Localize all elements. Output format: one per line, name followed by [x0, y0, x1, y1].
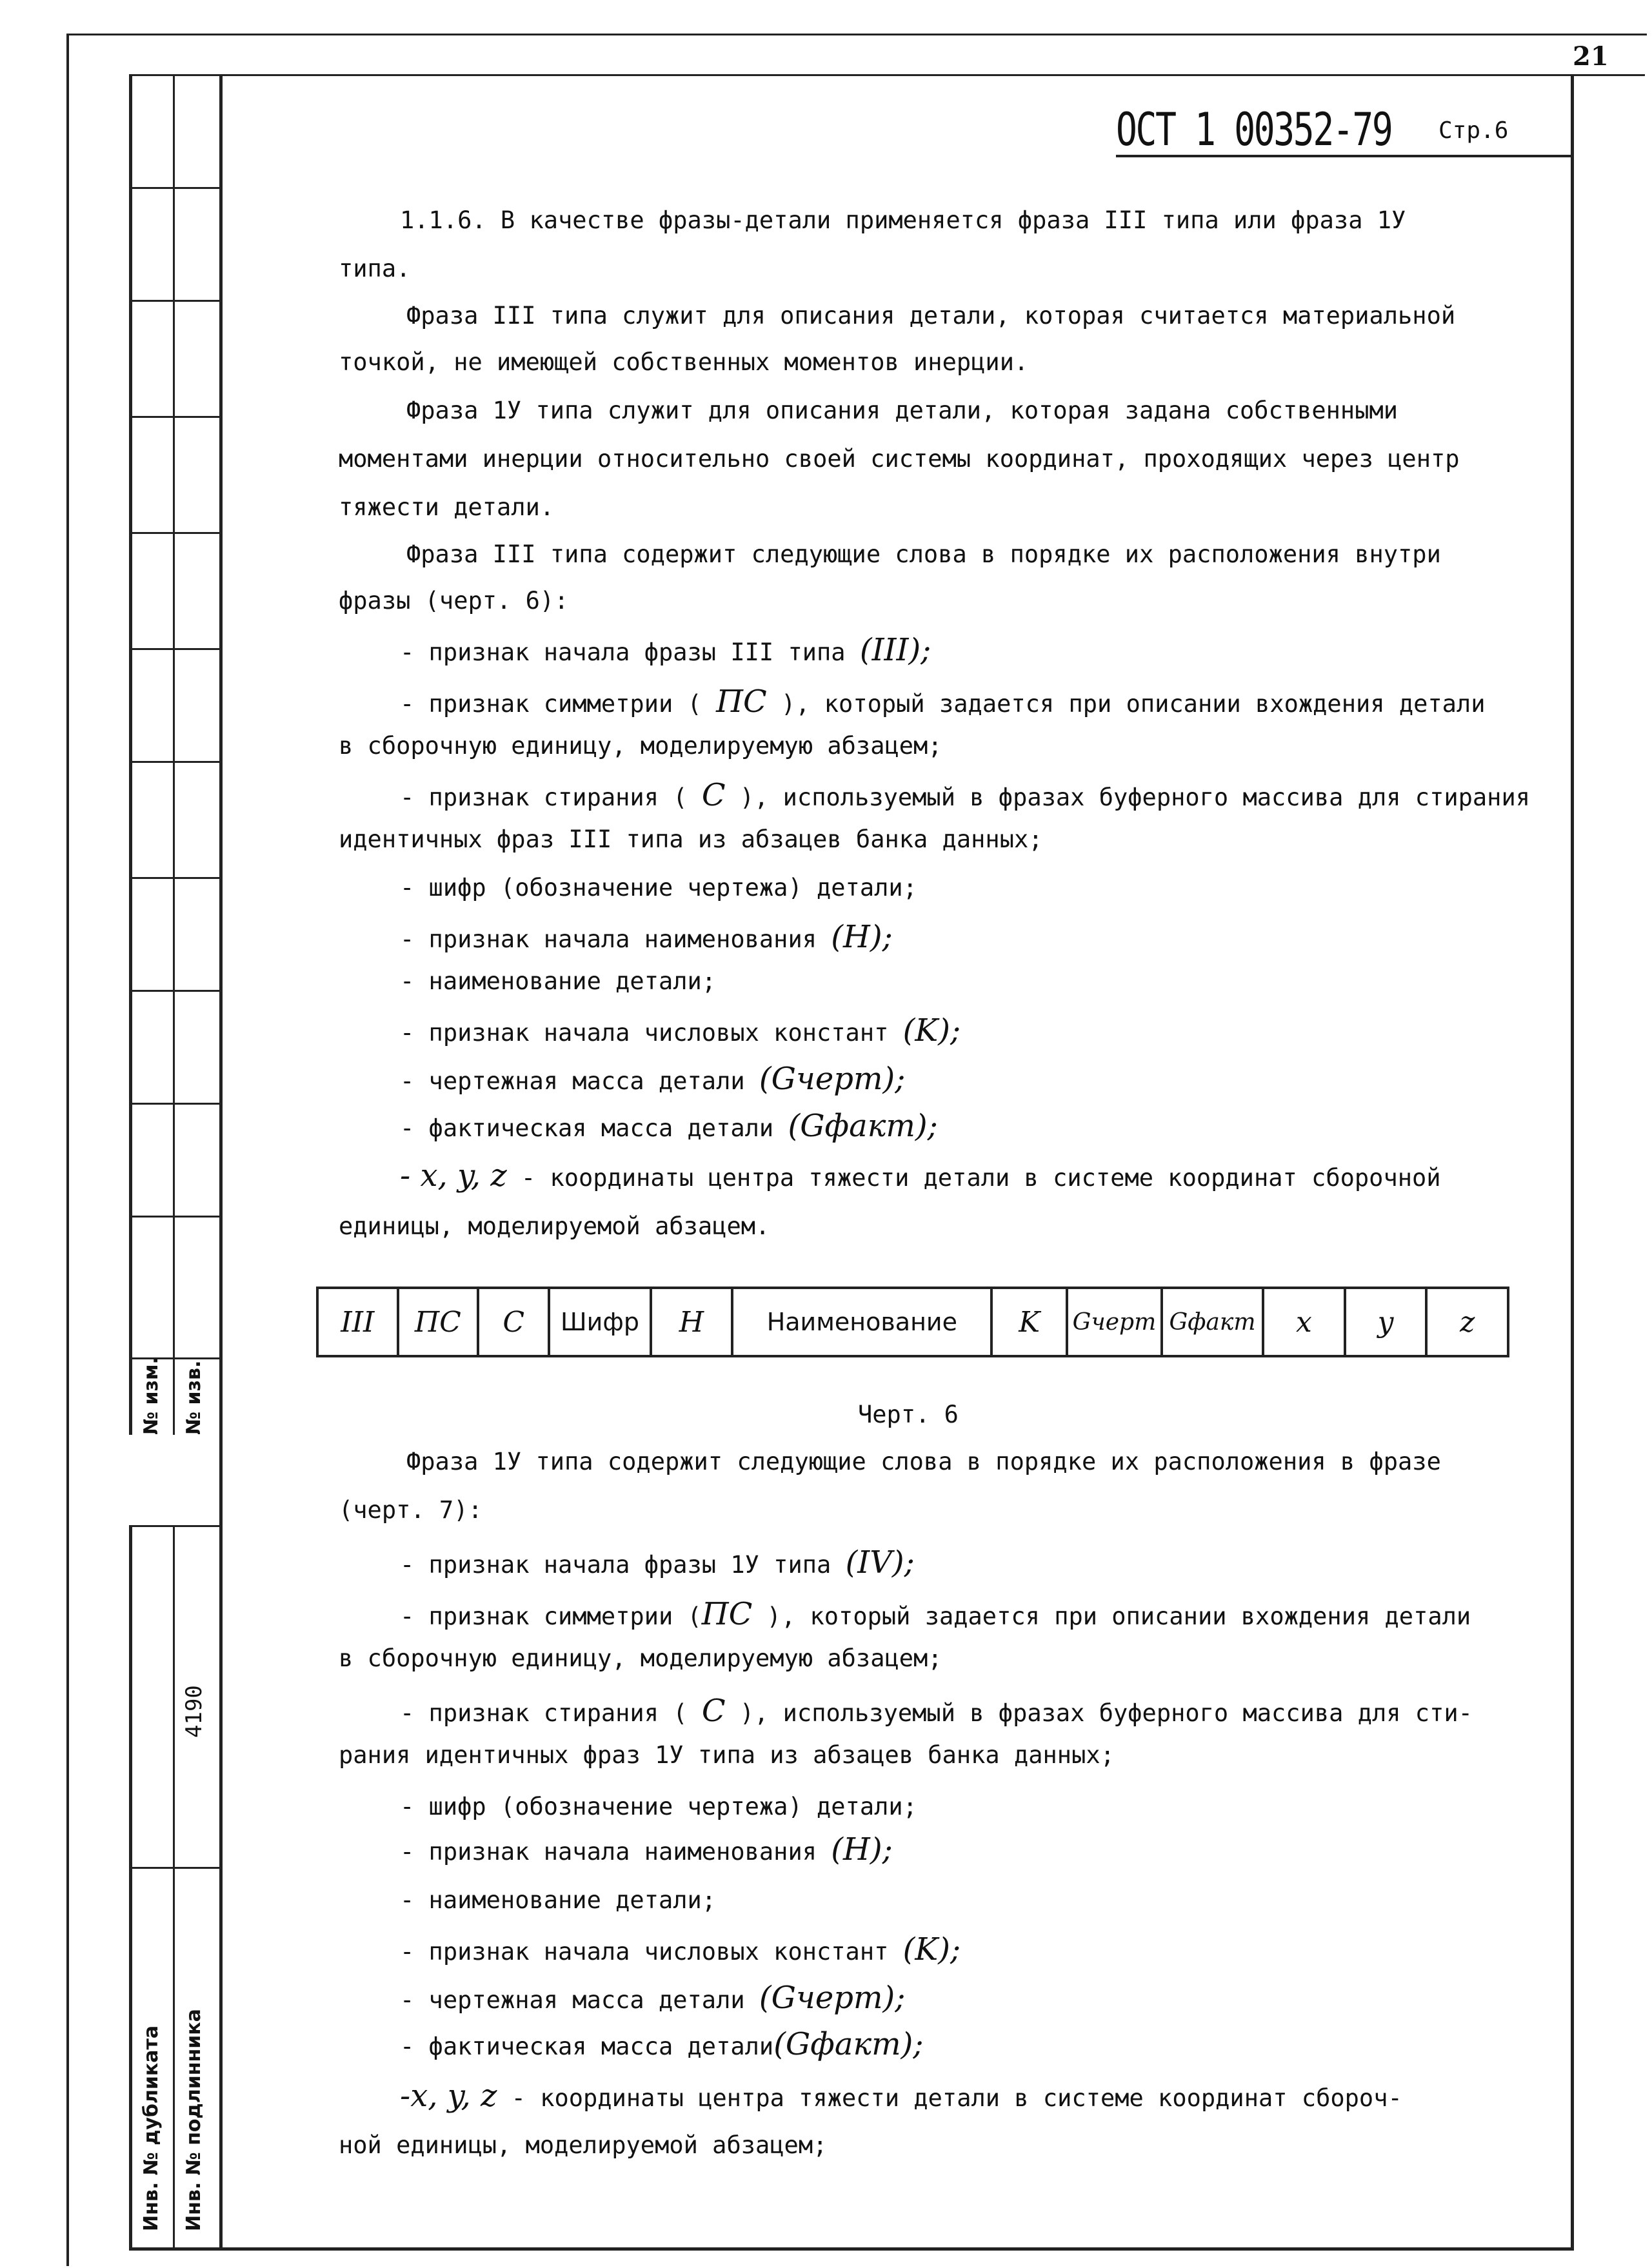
text-line: ной единицы, моделируемой абзацем; [339, 2131, 828, 2159]
list-item: - наименование детали; [400, 1886, 717, 1914]
symbol: (Gчерт); [759, 1061, 906, 1097]
text-line: фразы (черт. 6): [339, 587, 569, 615]
symbol: ПС [701, 1596, 753, 1632]
list-item [400, 1158, 1441, 1194]
margin-label-notice-no: № изв. [183, 1360, 205, 1435]
list-item-text: - признак симметрии ( [400, 690, 702, 718]
text-line: в сборочную единицу, моделируемую абзацем; [339, 1644, 942, 1672]
margin-cell-line [132, 990, 223, 992]
table-cell: H [651, 1288, 733, 1356]
margin-inv-number: 4190 [181, 1685, 207, 1738]
margin-label-change-no: № изм. [140, 1357, 163, 1435]
table-cell: Шифр [549, 1288, 650, 1356]
list-item-text: ), используемый в фразах буферного массива для сти- [739, 1699, 1473, 1727]
table-cell: III [317, 1288, 398, 1356]
list-item-text: - признак начала наименования [400, 1838, 817, 1866]
sheet-number: 21 [1573, 41, 1609, 72]
margin-label-duplicate-inv: Инв. № дубликата [140, 2025, 163, 2231]
text-line: Фраза III типа служит для описания детали, которая считается материальной [406, 302, 1456, 330]
margin-label-original-inv: Инв. № подлинника [183, 2009, 205, 2231]
list-item: - шифр (обозначение чертежа) детали; [400, 1793, 917, 1820]
symbol: С [701, 777, 726, 813]
text-line: (черт. 7): [339, 1496, 483, 1524]
list-item-text: - фактическая масса детали [400, 1114, 774, 1142]
table-cell: y [1345, 1288, 1427, 1356]
table-cell: Наименование [732, 1288, 991, 1356]
table-cell: Gфакт [1162, 1288, 1263, 1356]
margin-cell-line [132, 300, 223, 302]
text-line: 1.1.6. В качестве фразы-детали применяется фраза III типа или фраза 1У [400, 206, 1406, 234]
list-item-text: - признак начала числовых констант [400, 1019, 889, 1047]
text-line: в сборочную единицу, моделируемую абзацем; [339, 732, 942, 760]
table-cell: K [991, 1288, 1066, 1356]
symbol: (K); [902, 1012, 961, 1049]
symbol: (H); [831, 1831, 893, 1868]
list-item-text: - чертежная масса детали [400, 1986, 745, 2014]
symbol: ПС [716, 684, 767, 720]
list-item-text: - координаты центра тяжести детали в системе координат сбороч- [511, 2084, 1402, 2112]
margin-cell-line [132, 1525, 223, 1527]
list-item-text: ), который задается при описании вхождения детали [766, 1602, 1471, 1630]
document-code: ОСТ 1 00352-79 [1116, 103, 1392, 156]
text-line: Фраза 1У типа служит для описания детали, которая задана собственными [406, 397, 1398, 424]
text-line: Фраза 1У типа содержит следующие слова в порядке их расположения в фразе [406, 1448, 1441, 1475]
margin-gap [129, 1435, 223, 1525]
table-cell: z [1426, 1288, 1508, 1356]
text-line: единицы, моделируемой абзацем. [339, 1212, 770, 1240]
list-item [400, 2078, 1402, 2114]
list-item-text: - признак начала числовых констант [400, 1938, 889, 1966]
symbol: (Gфакт); [773, 2026, 924, 2062]
list-item [400, 1012, 960, 1049]
list-item [400, 1108, 938, 1144]
list-item-text: - признак стирания ( [400, 1699, 688, 1727]
list-item-text: - чертежная масса детали [400, 1067, 745, 1095]
list-item: - шифр (обозначение чертежа) детали; [400, 874, 917, 902]
figure-6-table [316, 1287, 1509, 1357]
table-cell: Gчерт [1067, 1288, 1162, 1356]
list-item [400, 919, 893, 955]
list-item-text: - признак стирания ( [400, 784, 688, 811]
symbol: (K); [902, 1931, 961, 1967]
symbol: (III); [859, 632, 931, 668]
symbol: (Gфакт); [788, 1108, 938, 1144]
text-line: Фраза III типа содержит следующие слова в порядке их расположения внутри [406, 540, 1441, 568]
figure-caption: Черт. 6 [858, 1401, 959, 1428]
symbol: (IV); [845, 1544, 915, 1581]
list-item [400, 632, 931, 668]
margin-cell-line [132, 1867, 223, 1869]
list-item [400, 2026, 924, 2062]
list-item-text: ), который задается при описании вхождения детали [781, 690, 1486, 718]
margin-divider [173, 74, 175, 2247]
margin-cell-line [132, 416, 223, 418]
list-item [400, 1831, 893, 1868]
table-cell: ПС [398, 1288, 479, 1356]
list-item [400, 1693, 1473, 1729]
list-item [400, 684, 1485, 720]
page-number: Стр.6 [1438, 117, 1509, 144]
margin-cell-line [132, 877, 223, 879]
list-item-text: ), используемый в фразах буферного массива для стирания [739, 784, 1531, 811]
text-line: тяжести детали. [339, 493, 555, 521]
text-line: типа. [339, 255, 411, 282]
list-item [400, 1596, 1471, 1632]
list-item [400, 1931, 960, 1967]
text-line: точкой, не имеющей собственных моментов инерции. [339, 348, 1029, 376]
document-header [1116, 103, 1571, 157]
margin-stamp-strip [129, 74, 219, 2251]
table-cell: x [1263, 1288, 1345, 1356]
list-item [400, 1544, 915, 1581]
text-line: идентичных фраз III типа из абзацев банка данных; [339, 825, 1043, 853]
table-row [317, 1288, 1508, 1356]
margin-cell-line [132, 532, 223, 534]
list-item-text: - фактическая масса детали [400, 2033, 774, 2060]
symbol: -x, y, z [400, 2078, 497, 2114]
symbol: - x, y, z [400, 1158, 507, 1194]
margin-cell-line [132, 648, 223, 650]
margin-cell-line [132, 1103, 223, 1105]
symbol: (Gчерт); [759, 1980, 906, 2016]
list-item-text: - признак начала фразы III типа [400, 638, 846, 666]
symbol: С [701, 1693, 726, 1729]
list-item [400, 777, 1530, 813]
list-item-text: - признак симметрии ( [400, 1602, 702, 1630]
list-item: - наименование детали; [400, 967, 717, 995]
margin-cell-line [132, 187, 223, 189]
text-line: моментами инерции относительно своей системы координат, проходящих через центр [339, 445, 1460, 473]
margin-cell-line [132, 1216, 223, 1218]
list-item-text: - признак начала наименования [400, 925, 817, 953]
list-item-text: - координаты центра тяжести детали в системе координат сборочной [521, 1164, 1441, 1192]
symbol: (H); [831, 919, 893, 955]
list-item-text: - признак начала фразы 1У типа [400, 1551, 831, 1579]
margin-cell-line [132, 761, 223, 763]
list-item [400, 1061, 905, 1097]
text-line: рания идентичных фраз 1У типа из абзацев банка данных; [339, 1741, 1115, 1769]
list-item [400, 1980, 905, 2016]
table-cell: С [478, 1288, 549, 1356]
